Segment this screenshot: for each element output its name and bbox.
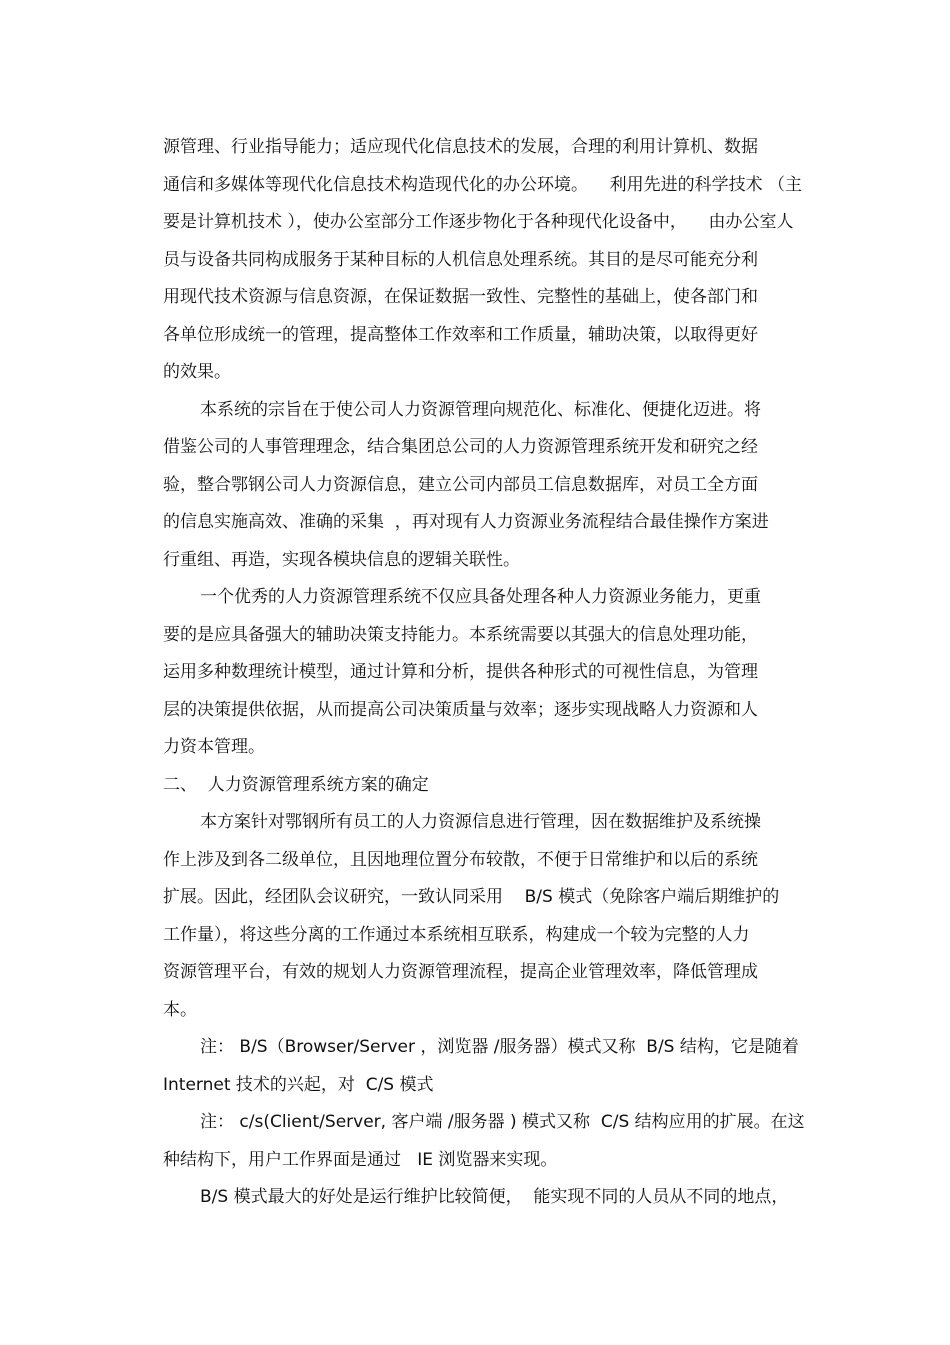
text-line: 行重组、再造，实现各模块信息的逻辑关联性。 [163,550,520,570]
text-line: Internet 技术的兴起，对 C/S 模式 [163,1075,434,1095]
text-line: 运用多种数理统计模型，通过计算和分析，提供各种形式的可视性信息，为管理 [163,662,758,682]
text-line: 要是计算机技术 ），使办公室部分工作逐步物化于各种现代化设备中， 由办公室人 [163,212,794,232]
paragraph-first-line: 本系统的宗旨在于使公司人力资源管理向规范化、标准化、便捷化迈进。将 [200,400,761,420]
text-line: 的信息实施高效、准确的采集 ，再对现有人力资源业务流程结合最佳操作方案进 [163,512,769,532]
text-line: 作上涉及到各二级单位，且因地理位置分布较散，不便于日常维护和以后的系统 [163,850,758,870]
note-line: 注： B/S（Browser/Server ，浏览器 /服务器）模式又称 B/S 结构，它是随着 [200,1037,799,1057]
text-line: 种结构下，用户工作界面是通过 IE 浏览器来实现。 [163,1150,558,1170]
text-line: 用现代技术资源与信息资源，在保证数据一致性、完整性的基础上，使各部门和 [163,287,758,307]
text-line: 力资本管理。 [163,737,265,757]
paragraph-first-line: B/S 模式最大的好处是运行维护比较简便， 能实现不同的人员从不同的地点， [200,1187,789,1207]
text-line: 本。 [163,1000,197,1020]
note-line: 注： c/s(Client/Server, 客户端 /服务器 ) 模式又称 C/S 结构应用的扩展。在这 [200,1112,805,1132]
text-line: 各单位形成统一的管理，提高整体工作效率和工作质量，辅助决策，以取得更好 [163,325,758,345]
text-line: 层的决策提供依据，从而提高公司决策质量与效率；逐步实现战略人力资源和人 [163,700,758,720]
text-line: 资源管理平台，有效的规划人力资源管理流程，提高企业管理效率，降低管理成 [163,962,758,982]
text-line: 源管理、行业指导能力；适应现代化信息技术的发展，合理的利用计算机、数据 [163,137,758,157]
text-line: 通信和多媒体等现代化信息技术构造现代化的办公环境。 利用先进的科学技术 （主 [163,175,803,195]
text-line: 的效果。 [163,362,231,382]
text-line: 验，整合鄂钢公司人力资源信息，建立公司内部员工信息数据库，对员工全方面 [163,475,758,495]
text-line: 员与设备共同构成服务于某种目标的人机信息处理系统。其目的是尽可能充分利 [163,250,758,270]
paragraph-first-line: 一个优秀的人力资源管理系统不仅应具备处理各种人力资源业务能力，更重 [200,587,761,607]
text-line: 借鉴公司的人事管理理念，结合集团总公司的人力资源管理系统开发和研究之经 [163,437,758,457]
text-line: 要的是应具备强大的辅助决策支持能力。本系统需要以其强大的信息处理功能， [163,625,758,645]
text-line: 扩展。因此，经团队会议研究，一致认同采用 B/S 模式（免除客户端后期维护的 [163,887,780,907]
text-line: 工作量），将这些分离的工作通过本系统相互联系，构建成一个较为完整的人力 [163,925,750,945]
paragraph-first-line: 本方案针对鄂钢所有员工的人力资源信息进行管理，因在数据维护及系统操 [200,812,761,832]
section-heading: 二、 人力资源管理系统方案的确定 [163,775,429,795]
